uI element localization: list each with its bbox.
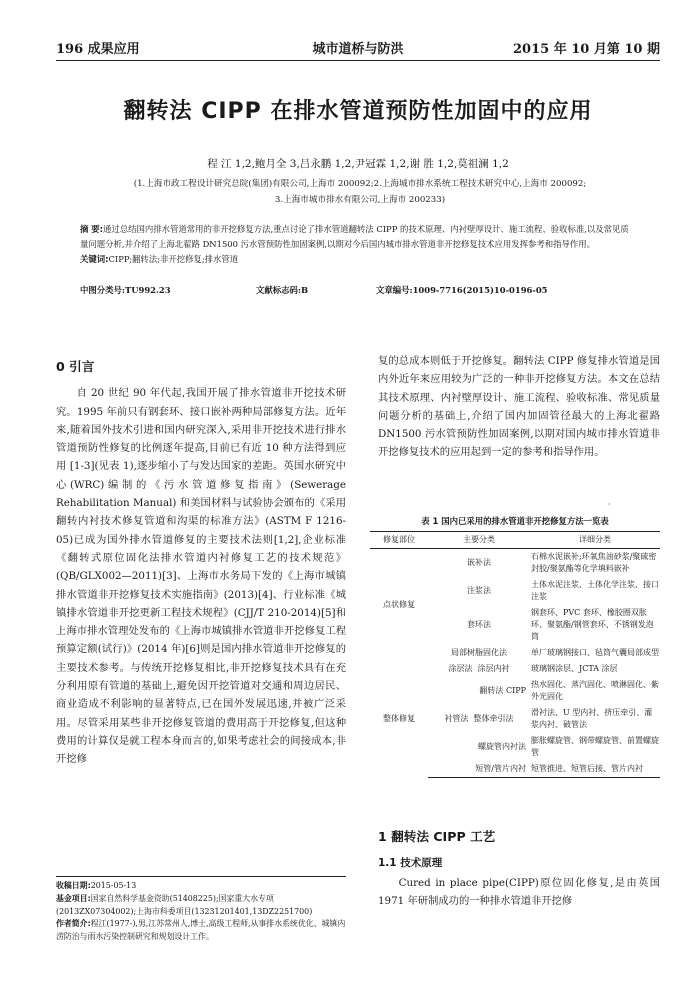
received-date: 2015-05-13 bbox=[90, 881, 137, 890]
table-header: 修复部位 bbox=[370, 532, 428, 549]
table-row bbox=[370, 661, 660, 677]
running-header bbox=[56, 38, 660, 58]
cipp-paragraph: Cured in place pipe(CIPP)原位固化修复,是由英国 1971 年研制成功的一种排水管道非开挖修 bbox=[378, 877, 660, 908]
authors: 程 江 1,2,鲍月全 3,吕永鹏 1,2,尹冠霖 1,2,谢 胜 1,2,莫祖澜 1,2 bbox=[207, 158, 509, 170]
cell-detail: 土体水泥注浆、土体化学注浆、接口注浆 bbox=[531, 580, 659, 601]
cell-detail: 热水固化、蒸汽固化、喷淋固化、紫外光固化 bbox=[531, 680, 659, 701]
page-section: 196 成果应用 bbox=[56, 42, 140, 57]
section-1-heading: 1 翻转法 CIPP 工艺 bbox=[378, 829, 496, 844]
fund-label: 基金项目: bbox=[56, 893, 91, 903]
cell-method: 局部树脂固化法 bbox=[451, 648, 507, 657]
cell-local-repair: 点状修复 bbox=[383, 600, 415, 609]
cell-detail: 滑衬法、U 型内衬、挤压牵引、灌浆内衬、破管法 bbox=[531, 708, 653, 729]
abstract bbox=[80, 222, 636, 267]
footnote-rule bbox=[56, 876, 346, 877]
cell-detail: 玻璃钢涂层、JCTA 涂层 bbox=[531, 664, 618, 673]
left-column bbox=[56, 358, 346, 769]
section-1-1-heading: 1.1 技术原理 bbox=[378, 857, 443, 869]
cell-method-text: 涂层内衬 bbox=[477, 664, 510, 673]
table-1 bbox=[370, 531, 660, 778]
cell-method-text: 整体牵引法 bbox=[473, 714, 514, 723]
cell-detail: 钢套环、PVC 套环、橡胶圈双胀环、聚氨酯/钢管套环、不锈钢发泡筒 bbox=[531, 608, 654, 641]
cell-method bbox=[428, 705, 530, 733]
cell-method: 套环法 bbox=[467, 620, 491, 629]
abstract-text: 通过总结国内排水管道常用的非开挖修复方法,重点讨论了排水管道翻转法 CIPP 的技术原理、内衬壁厚设计、施工流程、验收标准,以及常见质量问题分析,并介绍了上海北翟路 DN1500 污水管预防性加固案例,以期对今后国内城市排水管道非开挖修复技术应用发挥参考和指导作用。 bbox=[80, 224, 629, 249]
stray-mark: · bbox=[608, 500, 611, 509]
cell-method: 嵌补法 bbox=[467, 558, 491, 567]
cell-coating: 涂层法 bbox=[448, 664, 473, 673]
document-code: 文献标志码:B bbox=[256, 285, 309, 295]
cell-method: 注浆法 bbox=[467, 586, 491, 595]
section-1-paragraph bbox=[378, 874, 660, 911]
table-row bbox=[370, 549, 660, 578]
cell-detail: 膨胀螺旋管、钢带螺旋管、前置螺旋管 bbox=[531, 736, 659, 757]
affiliations bbox=[80, 176, 640, 208]
cell-method: 翻转法 CIPP bbox=[479, 686, 526, 695]
cell-method: 短管/管片内衬 bbox=[428, 761, 530, 778]
clc-number: 中图分类号:TU992.23 bbox=[80, 285, 171, 295]
affiliation-line: 3.上海市城市排水有限公司,上海市 200233) bbox=[274, 195, 446, 205]
fund-text: 国家自然科学基金资助(51408225);国家重大水专项(2013ZX07304002);上海市科委项目(13231201401,13DZ2251700) bbox=[56, 893, 313, 916]
keywords-text: CIPP;翻转法;非开挖修复;排水管道 bbox=[108, 254, 239, 264]
issue-date: 2015 年 10 月第 10 期 bbox=[513, 42, 660, 57]
cell-detail: 石棉水泥嵌补;环氧焦油砂浆/聚硫密封胶/聚氨酯等化学填料嵌补 bbox=[531, 552, 657, 573]
keywords-label: 关键词: bbox=[80, 254, 109, 264]
right-column-top bbox=[378, 352, 660, 462]
author-bio: 程江(1977-),男,江苏常州人,博士,高级工程师,从事排水系统优化、城镇内涝防治与雨水污染控制研究和规划设计工作。 bbox=[56, 919, 346, 942]
author-bio-label: 作者简介: bbox=[56, 919, 91, 929]
intro-paragraph-cont: 复的总成本则低于开挖修复。翻转法 CIPP 修复排水管道是国内外近年来应用较为广泛的一种非开挖修复方法。本文在总结其技术原理、内衬壁厚设计、施工流程、验收标准、常见质量问题分析的基础上,介绍了国内加固管径最大的上海北翟路 DN1500 污水管预防性加固案例,以期对国内城市排水管道非开挖修复技术的应用起到一定的参考和指导作用。 bbox=[378, 355, 660, 459]
table-header: 详细分类 bbox=[530, 532, 660, 549]
journal-name: 城市道桥与防洪 bbox=[312, 42, 404, 57]
cell-lining: 衬管法 bbox=[444, 714, 469, 723]
table-header: 主要分类 bbox=[428, 532, 530, 549]
cell-whole-repair: 整体修复 bbox=[383, 714, 415, 724]
header-rule bbox=[56, 60, 660, 61]
abstract-label: 摘 要: bbox=[80, 224, 104, 234]
received-label: 收稿日期: bbox=[56, 881, 91, 890]
cell-method bbox=[428, 661, 530, 677]
paper-title: 翻转法 CIPP 在排水管道预防性加固中的应用 bbox=[123, 99, 593, 124]
intro-paragraph: 自 20 世纪 90 年代起,我国开展了排水管道非开挖技术研究。1995 年前只有钢套环、接口嵌补两种局部修复方法。近年来,随着国外技术引进和国内研究深入,采用非开挖技术进行排水管道预防性修复的比例逐年提高,目前已有近 10 种方法得到应用 [1-3](见表 1),逐步缩小了与发达国家的差距。英国水研究中心(WRC)编制的《污水管道修复指南》(Sewerage Rehabilitation Manual) 和美国材料与试验协会颁布的《采用翻转内衬技术修复管道和沟渠的标准方法》(ASTM F 1216-05)已成为国外排水管道修复的主要技术法则[1,2],企业标准《翻转式原位固化法排水管道内衬修复工艺的技术规范》(QB/GLX002—2011)[3]、上海市水务局下发的《上海市城镇排水管道非开挖修复技术实施指南》(2013)[4]、行业标准《城镇排水管道非开挖更新工程技术规程》(CJJ/T 210-2014)[5]和上海市排水管理处发布的《上海市城镇排水管道非开挖修复工程预算定额(试行)》(2014 年)[6]则是国内排水管道非开挖修复的主要技术参考。与传统开挖修复相比,非开挖修复技术具有在充分利用原有管道的基础上,避免因开挖管道对交通和周边居民、商业造成不利影响的显著特点,已在国外发展迅速,并被广泛采用。尽管采用某些非开挖修复管道的费用高于开挖修复,但这种费用的计算仅是就工程本身而言的,如果考虑社会的间接成本,非开挖修 bbox=[56, 387, 346, 766]
table-1-caption: 表 1 国内已采用的排水管道非开挖修复方法一览表 bbox=[421, 516, 609, 526]
footnote bbox=[56, 880, 346, 944]
cell-detail: 短管推进、短管后接、管片内衬 bbox=[530, 761, 660, 778]
affiliation-line: (1.上海市政工程设计研究总院(集团)有限公司,上海市 200092;2.上海城市排水系统工程技术研究中心,上海市 200092; bbox=[133, 179, 587, 189]
article-number: 文章编号:1009-7716(2015)10-0196-05 bbox=[376, 285, 548, 295]
cell-detail: 单厂玻璃钢接口、毡筒气囊局部成型 bbox=[531, 648, 659, 657]
cell-method: 螺旋管内衬法 bbox=[478, 742, 526, 751]
section-0-heading: 0 引言 bbox=[56, 359, 95, 374]
